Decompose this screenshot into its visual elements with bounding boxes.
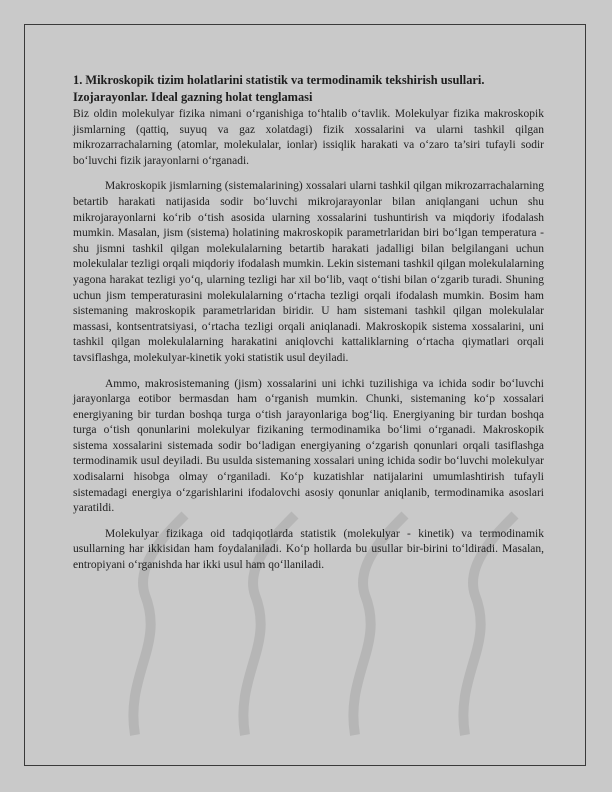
page-frame — [24, 24, 586, 766]
paragraph-statistical-method: Makroskopik jismlarning (sistemalarining) xossalari ularni tashkil qilgan mikrozarrachalarning betartib harakati natijasida sodir bo‘luvchi mikrojarayonlar bilan aniqlangani uchun shu mikrojarayonlarni ko‘rib o‘tish asosida ularning xossalarini tushuntirish va miqdoriy ifodalash mumkin. Masalan, jism (sistema) holatining makroskopik parametrlaridan biri bo‘lgan temperatura - shu jismni tashkil qilgan molekulalarning betartib harakati jadalligi bilan belgilangani uchun molekulalar tezligi orqali miqdoriy ifodalash mumkin. Lekin sistemani tashkil qilgan molekulalarning yagona harakat tezligi yo‘q, ularning tezligi har xil bo‘lib, vaqt o‘tishi bilan o‘zgarib turadi. Shuning uchun jism temperaturasini molekulalarning o‘rtacha tezligi orqali ifodalash mumkin. Bosim ham sistemaning makroskopik parametrlaridan biridir. U ham sistemani tashkil qilgan molekulalar massasi, kontsentratsiyasi, o‘rtacha tezligi orqali aniqlanadi. Makroskopik sistema xossalarini, uni tashkil qilgan molekulalarning harakatini aniqlovchi kattaliklarning o‘rtacha qiymatlari orqali tavsiflashga, molekulyar-kinetik yoki statistik usul deyiladi. — [73, 180, 544, 364]
paragraph-intro: Biz oldin molekulyar fizika nimani o‘rganishiga to‘htalib o‘tavlik. Molekulyar fizika makroskopik jismlarning (qattiq, suyuq va gaz xolatdagi) fizik xossalarini va ularni tashkil qilgan mikrozarrachalarning (atomlar, molekulalar, ionlar) issiqlik harakati va o‘zaro ta’siri tufayli sodir bo‘luvchi fizik jarayonlarni o‘rganadi. — [73, 108, 544, 167]
document-body — [73, 72, 544, 584]
paragraph-thermodynamic-method: Ammo, makrosistemaning (jism) xossalarini uni ichki tuzilishiga va ichida sodir bo‘luvchi jarayonlarga eotibor bermasdan ham o‘rganish mumkin. Chunki, sistemaning ko‘p xossalari energiyaning bir turdan boshqa turga o‘tish jarayonlariga bog‘liq. Energiyaning bir turdan boshqa turga o‘tish qonunlarini molekulyar fizikaning termodinamika bo‘limi o‘rganadi. Makroskopik sistema xossalarini sistemada sodir bo‘ladigan energiyaning o‘zgarish qonunlari orqali tasiflashga termodinamik usul deyiladi. Bu usulda sistemaning xossalari uning ichida sodir bo‘luvchi molekulyar xodisalarni hisobga olmay o‘rganiladi. Ko‘p kuzatishlar natijalarini umumlashtirish tufayli sistemadagi energiya o‘zgarishlarini ifodalovchi asosiy qonunlar aniqlanib, termodinamika asoslari yaratildi. — [73, 377, 544, 515]
paragraph-combined-methods: Molekulyar fizikaga oid tadqiqotlarda statistik (molekulyar - kinetik) va termodinamik usullarning har ikkisidan ham foydalaniladi. Ko‘p hollarda bu usullar bir-birini to‘ldiradi. Masalan, entropiyani o‘rganishda har ikki usul ham qo‘llaniladi. — [73, 527, 544, 572]
section-heading: 1. Mikroskopik tizim holatlarini statistik va termodinamik tekshirish usullari. Izojarayonlar. Ideal gazning holat tenglamasi — [73, 73, 485, 104]
